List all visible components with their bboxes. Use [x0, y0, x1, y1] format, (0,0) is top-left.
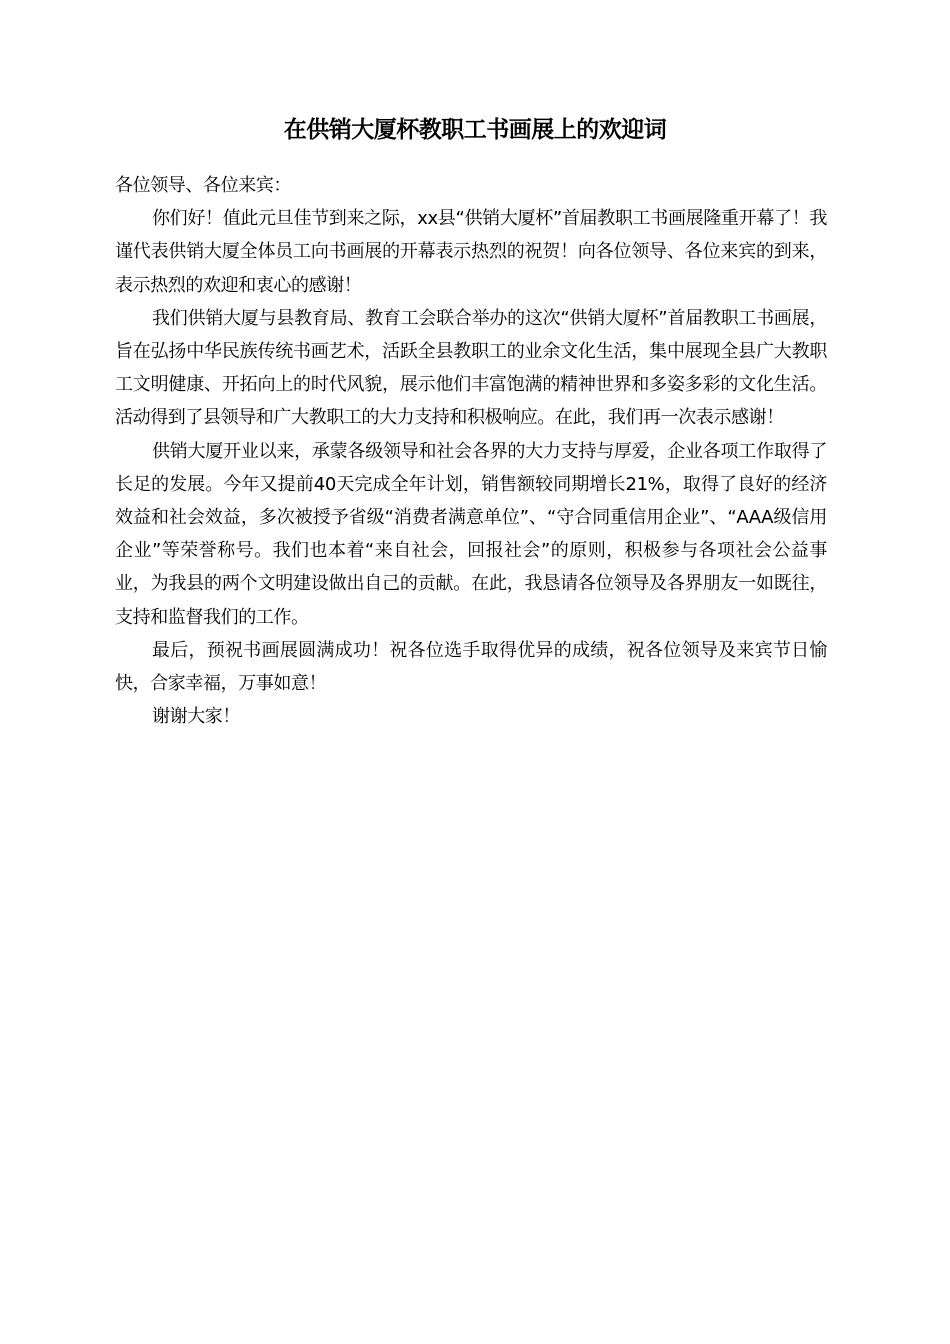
paragraph-greeting: 你们好！值此元旦佳节到来之际，xx县“供销大厦杯”首届教职工书画展隆重开幕了！我谨代表供销大厦全体员工向书画展的开幕表示热烈的祝贺！向各位领导、各位来宾的到来，表示热烈的欢迎和衷心的感谢！ [115, 208, 827, 296]
salutation: 各位领导、各位来宾： [115, 175, 291, 196]
paragraph-exhibition: 我们供销大厦与县教育局、教育工会联合举办的这次“供销大厦杯”首届教职工书画展，旨在弘扬中华民族传统书画艺术，活跃全县教职工的业余文化生活，集中展现全县广大教职工文明健康、开拓向上的时代风貌，展示他们丰富饱满的精神世界和多姿多彩的文化生活。活动得到了县领导和广大教职工的大力支持和积极响应。在此，我们再一次表示感谢！ [115, 307, 827, 429]
paragraph-thanks: 谢谢大家！ [152, 706, 240, 728]
paragraph-closing: 最后，预祝书画展圆满成功！祝各位选手取得优异的成绩，祝各位领导及来宾节日愉快，合家幸福，万事如意！ [115, 639, 827, 695]
paragraph-company: 供销大厦开业以来，承蒙各级领导和社会各界的大力支持与厚爱，企业各项工作取得了长足的发展。今年又提前40天完成全年计划，销售额较同期增长21%，取得了良好的经济效益和社会效益，多次被授予省级“消费者满意单位”、“守合同重信用企业”、“AAA级信用企业”等荣誉称号。我们也本着“来自社会，回报社会”的原则，积极参与各项社会公益事业，为我县的两个文明建设做出自己的贡献。在此，我恳请各位领导及各界朋友一如既往，支持和监督我们的工作。 [115, 440, 827, 628]
document-body [115, 169, 827, 733]
document-title: 在供销大厦杯教职工书画展上的欢迎词 [283, 117, 667, 143]
